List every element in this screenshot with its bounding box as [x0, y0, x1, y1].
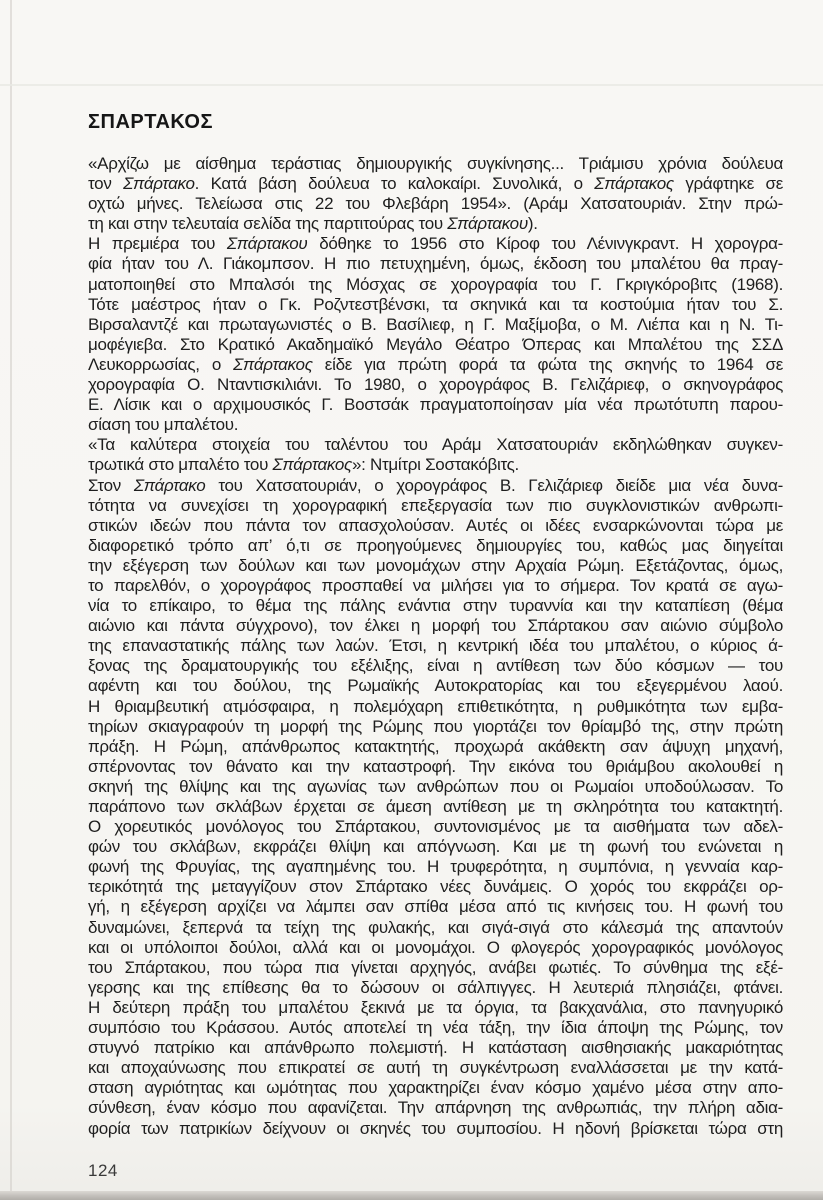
- text-line: [88, 355, 783, 375]
- italic-run: Σπάρτακου: [447, 214, 528, 234]
- text-line: [88, 295, 783, 315]
- text-line: [88, 174, 783, 194]
- text-run: τηρίων σκιαγραφούν τη μορφή της Ρώμης που γιορτάζει τον θρίαμβό της, στην πρώτη: [88, 716, 783, 736]
- text-run: την εξέγερση των δούλων και των μονομάχων στην Αρχαία Ρώμη. Εξετάζοντας, όμως,: [88, 555, 783, 575]
- text-line: [88, 415, 783, 435]
- text-line: [88, 978, 783, 998]
- italic-run: Σπάρτακο: [123, 174, 195, 194]
- text-run: αφέντη και του δούλου, της Ρωμαϊκής Αυτοκρατορίας και του εξεγερμένου λαού.: [88, 676, 783, 696]
- text-line: [88, 154, 783, 174]
- text-run: τον: [88, 174, 124, 194]
- text-line: [88, 1058, 783, 1078]
- text-line: [88, 777, 783, 797]
- text-run: χορογραφία Ο. Νταντισκιλιάνι. Το 1980, ο χορογράφος Β. Γελιζάριεφ, ο σκηνογράφος: [88, 375, 783, 395]
- text-line: [88, 717, 783, 737]
- text-run: σπέρνοντας τον θάνατο και την καταστροφή. Την εικόνα του θριάμβου ακολουθεί η: [88, 756, 783, 776]
- text-line: [88, 697, 783, 717]
- text-line: [88, 496, 783, 516]
- text-run: συμπόσιο του Κράσσου. Αυτός αποτελεί τη νέα τάξη, την ίδια άποψη της Ρώμης, τον: [88, 1018, 783, 1038]
- text-line: [88, 556, 783, 576]
- text-line: [88, 656, 783, 676]
- text-line: [88, 214, 783, 234]
- text-run: Η πρεμιέρα του: [88, 234, 227, 254]
- text-line: [88, 737, 783, 757]
- text-run: στυγνό πατρίκιο και απάνθρωπο πολεμιστή. Η κατάσταση αισθησιακής μακαριότητας: [88, 1038, 783, 1058]
- text-run: Τότε μαέστρος ήταν ο Γκ. Ροζντεστβένσκι, τα σκηνικά και τα κοστούμια ήταν του Σ.: [88, 294, 783, 314]
- scan-edge-bottom: [0, 1191, 823, 1200]
- text-run: «Τα καλύτερα στοιχεία του ταλέντου του Αράμ Χατσατουριάν εκδηλώθηκαν συγκεν-: [88, 435, 783, 455]
- text-run: είδε για πρώτη φορά τα φώτα της σκηνής το 1964 σε: [312, 354, 783, 374]
- text-line: [88, 797, 783, 817]
- text-run: και αποχαύνωσης που επικρατεί σε αυτή τη συγκέντρωση εναλλάσσεται με την κατά-: [88, 1058, 783, 1078]
- text-run: Στον: [88, 475, 134, 495]
- text-line: [88, 375, 783, 395]
- text-run: ξονας της δραματουργικής του εξέλιξης, είναι η αντίθεση των δύο κόσμων — του: [88, 656, 783, 676]
- page-content: [88, 112, 783, 1181]
- page-title: ΣΠΑΡΤΑΚΟΣ: [88, 111, 213, 133]
- text-run: δόθηκε το 1956 στο Κίροφ του Λένινγκραντ. Η χορογρα-: [307, 234, 783, 254]
- text-line: [88, 1098, 783, 1118]
- italic-run: Σπάρτακου: [226, 234, 308, 254]
- text-line: [88, 918, 783, 938]
- text-run: μοφέγιεβα. Στο Κρατικό Ακαδημαϊκό Μεγάλο Θέατρο Όπερας και Μπαλέτου της ΣΣΔ: [88, 334, 783, 354]
- text-run: ματοποιηθεί στο Μπαλσόι της Μόσχας σε χορογραφία του Γ. Γκριγκόροβιτς (1968).: [88, 274, 783, 294]
- text-run: Ο χορευτικός μονόλογος του Σπάρτακου, συντονισμένος με τα αισθήματα των αδελ-: [88, 817, 783, 837]
- text-run: γερσης και της επίθεσης θα το δώσουν οι σάλπιγγες. Η λευτεριά πλησιάζει, φτάνει.: [88, 977, 783, 997]
- text-run: διαφορετικό τρόπο απ’ ό,τι σε προηγούμενες δημιουργίες του, καθώς μας διηγείται: [88, 535, 783, 555]
- text-run: φία ήταν του Λ. Γιάκομπσον. Η πιο πετυχημένη, όμως, έκδοση του μπαλέτου θα πραγ-: [88, 254, 783, 274]
- text-run: του Χατσατουριάν, ο χορογράφος Β. Γελιζάριεφ διείδε μια νέα δυνα-: [205, 475, 783, 495]
- text-line: [88, 877, 783, 897]
- italic-run: Σπάρτακος: [594, 174, 674, 194]
- text-run: »: Ντμίτρι Σοστακόβιτς.: [352, 455, 519, 475]
- text-run: σύνθεση, έναν κόσμο που αφανίζεται. Την απάρνηση της ανθρωπιάς, την πλήρη αδια-: [88, 1098, 783, 1118]
- text-run: «Αρχίζω με αίσθημα τεράστιας δημιουργικής συγκίνησης... Τριάμισυ χρόνια δούλευα: [88, 154, 783, 173]
- text-run: γράφτηκε σε: [673, 174, 783, 194]
- body-text: [88, 154, 783, 1139]
- text-run: νία το επίκαιρο, το θέμα της πάλης ενάντια στην τυραννία και την καταπίεση (θέμα: [88, 596, 783, 616]
- text-run: τότητα να συνεχίσει τη χορογραφική επεξεργασία των πιο συγκλονιστικών ανθρωπι-: [88, 495, 783, 515]
- text-line: [88, 857, 783, 877]
- text-run: Η δεύτερη πράξη του μπαλέτου ξεκινά με τα όργια, τα βακχανάλια, στο πανηγυρικό: [88, 997, 783, 1017]
- text-line: [88, 1038, 783, 1058]
- text-run: δυναμώνει, ξεπερνά τα τείχη της φυλακής, και σιγά-σιγά στο κάλεσμά της απαντούν: [88, 917, 783, 937]
- text-line: [88, 998, 783, 1018]
- text-line: [88, 254, 783, 274]
- scan-crease-line: [0, 84, 823, 86]
- text-run: και οι υπόλοιποι δούλοι, αλλά και οι μονομάχοι. Ο φλογερός χορογραφικός μονόλογος: [88, 937, 783, 957]
- text-line: [88, 516, 783, 536]
- text-line: [88, 395, 783, 415]
- text-run: . Κατά βάση δούλευα το καλοκαίρι. Συνολικά, ο: [194, 174, 595, 194]
- text-run: γή, η εξέγερση αρχίζει να λάμπει σαν σπίθα μέσα από τις κινήσεις του. Η φωνή του: [88, 897, 783, 917]
- text-run: ).: [527, 214, 538, 234]
- text-run: φών του σκλάβων, εκφράζει θλίψη και απόγνωση. Και με τη φωνή του ενώνεται η: [88, 837, 783, 857]
- text-line: [88, 837, 783, 857]
- text-run: σταση αγριότητας και ωμότητας που χαρακτηρίζει έναν κόσμο χαμένο μέσα στην απο-: [88, 1078, 783, 1098]
- text-line: [88, 676, 783, 696]
- text-line: [88, 636, 783, 656]
- text-line: [88, 335, 783, 355]
- text-run: οχτώ μήνες. Τελείωσα στις 22 του Φλεβάρη 1954». (Αράμ Χατσατουριάν. Στην πρώ-: [88, 194, 783, 214]
- text-line: [88, 596, 783, 616]
- page-number: 124: [88, 1160, 118, 1180]
- text-line: [88, 536, 783, 556]
- text-line: [88, 576, 783, 596]
- text-line: [88, 455, 783, 475]
- text-run: σκηνή της θλίψης και της αγωνίας των ανθρώπων που οι Ρωμαίοι υποδούλωσαν. Το: [88, 776, 783, 796]
- text-run: πράξη. Η Ρώμη, απάνθρωπος κατακτητής, προχωρά ακάθεκτη σαν άψυχη μηχανή,: [88, 736, 783, 756]
- text-run: αιώνιο και πάντα σύγχρονο), τον έλκει η μορφή του Σπάρτακου σαν αιώνιο σύμβολο: [88, 616, 783, 636]
- text-line: [88, 938, 783, 958]
- text-line: [88, 1119, 783, 1139]
- text-run: σίαση του μπαλέτου.: [88, 415, 239, 435]
- text-run: Λευκορρωσίας, ο: [88, 354, 234, 374]
- text-line: [88, 275, 783, 295]
- text-run: Η θριαμβευτική ατμόσφαιρα, η πολεμόχαρη επιθετικότητα, η ρυθμικότητα των εμβα-: [88, 696, 783, 716]
- text-run: παράπονο των σκλάβων έρχεται σε άμεση αντίθεση με τη σκληρότητα του κατακτητή.: [88, 797, 783, 816]
- italic-run: Σπάρτακο: [133, 475, 206, 495]
- text-run: Ε. Λίσικ και ο αρχιμουσικός Γ. Βοστσάκ πραγματοποίησαν μία νέα πρωτότυπη παρου-: [88, 395, 783, 415]
- text-line: [88, 435, 783, 455]
- text-line: [88, 234, 783, 254]
- text-line: [88, 476, 783, 496]
- text-run: φωνή της Φρυγίας, της αγαπημένης του. Η τρυφερότητα, η συμπόνια, η γενναία καρ-: [88, 857, 783, 877]
- text-line: [88, 616, 783, 636]
- italic-run: Σπάρτακος: [233, 354, 313, 374]
- text-line: [88, 897, 783, 917]
- text-run: φορία των πατρικίων δείχνουν οι σκηνές του συμποσίου. Η ηδονή βρίσκεται τώρα στη: [88, 1118, 783, 1138]
- text-line: [88, 958, 783, 978]
- italic-run: Σπάρτακος: [272, 455, 353, 475]
- scan-edge-line: [10, 0, 12, 1191]
- text-line: [88, 757, 783, 777]
- text-line: [88, 315, 783, 335]
- text-run: τερικότητά της μεταγγίζουν στον Σπάρτακο νέες δυνάμεις. Ο χορός του εκφράζει ορ-: [88, 877, 783, 897]
- text-line: [88, 1078, 783, 1098]
- text-run: Βιρσαλαντζέ και πρωταγωνιστές ο Β. Βασίλιεφ, η Γ. Μαξίμοβα, ο Μ. Λιέπα και η Ν. Τι-: [88, 314, 783, 334]
- text-line: [88, 1018, 783, 1038]
- text-run: τη και στην τελευταία σελίδα της παρτιτούρας του: [88, 214, 448, 234]
- text-run: της επαναστατικής πάλης των λαών. Έτσι, η κεντρική ιδέα του μπαλέτου, ο κύριος ά-: [88, 636, 783, 656]
- text-run: του Σπάρτακου, που τώρα πια γίνεται αρχηγός, ανάβει φωτιές. Το σύνθημα της εξέ-: [88, 957, 783, 977]
- text-run: τρωτικά στο μπαλέτο του: [88, 455, 273, 475]
- text-line: [88, 817, 783, 837]
- text-run: στικών ιδεών που πάντα τον απασχολούσαν. Αυτές οι ιδέες ενσαρκώνονται τώρα με: [88, 515, 783, 535]
- text-line: [88, 194, 783, 214]
- text-run: το παρελθόν, ο χορογράφος προσπαθεί να μιλήσει για το σήμερα. Τον κρατά σε αγω-: [88, 575, 783, 595]
